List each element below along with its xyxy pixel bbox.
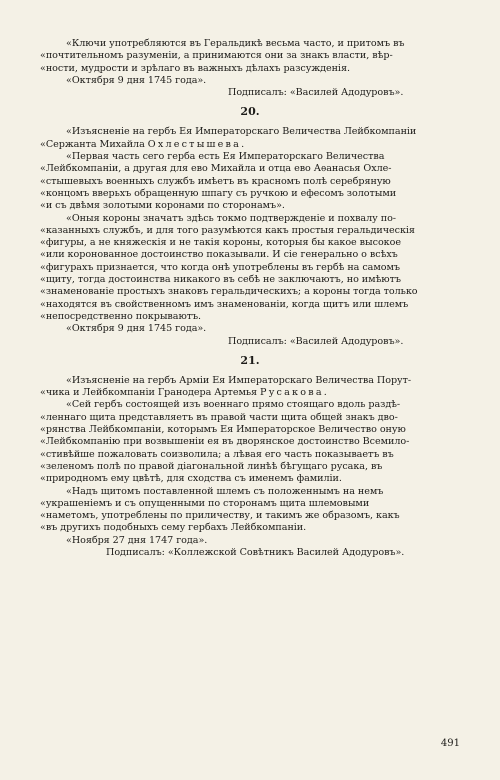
text-line: «Лейбкомпаніи, а другая для ево Михайла и отца ево Аѳанасья Охле- (40, 163, 392, 175)
text-line: «Сей гербъ состоящей изъ военнаго прямо стоящаго вдоль раздѣ- (66, 399, 401, 411)
text-line: «стышевыхъ военныхъ службъ имѣетъ въ красномъ полѣ серебряную (40, 175, 391, 187)
section-21 (40, 375, 460, 559)
surname: Охлестышева (147, 138, 242, 150)
text-line: «Оныя короны значатъ здѣсь токмо подтвержденіе и похвалу по- (66, 212, 396, 224)
text-line: «стивѣйше пожаловать соизволила; а лѣвая его часть показываетъ въ (40, 448, 394, 460)
section-title-line (40, 139, 460, 151)
text-line: «природномъ ему цвѣтѣ, для сходства съ именемъ фамиліи. (40, 473, 342, 485)
text-line: «щиту, тогда достоинства никакого въ себѣ не заключаютъ, но имѣютъ (40, 274, 401, 286)
section-20 (40, 126, 460, 347)
signature-line: Подписалъ: «Коллежской Совѣтникъ Василей Адодуровъ». (106, 546, 405, 558)
text-line: «наметомъ, употреблены по приличеству, и такимъ же образомъ, какъ (40, 510, 400, 522)
text-line: «фигуры, а не княжескія и не такія короны, которыя бы какое высокое (40, 237, 401, 249)
text-line: «концомъ вверьхъ обращенную шпагу съ ручкою и ефесомъ золотыми (40, 187, 397, 199)
text-line: «казанныхъ службъ, и для того разумѣются какъ простыя геральдическія (40, 224, 415, 236)
page-number: 491 (440, 738, 460, 749)
text-line: «или коронованное достоинство показывали. И сіе генерально о всѣхъ (40, 249, 398, 261)
text-line: «зеленомъ полѣ по правой діагональной линѣѣ бѣгущаго русака, въ (40, 460, 383, 472)
signature-line: Подписалъ: «Василей Адодуровъ». (228, 335, 404, 347)
text-line: «Лейбкомпанію при возвышеніи ея въ дворянское достоинство Всемило- (40, 436, 410, 448)
text-line: «и съ двѣмя золотыми коронами по сторонамъ». (40, 200, 285, 212)
date-line: «Октября 9 дня 1745 года». (66, 323, 207, 335)
section-title-line: «Изъясненіе на гербъ Арміи Ея Императорскаго Величества Порут- (66, 374, 412, 386)
text-line: «въ другихъ подобныхъ сему гербахъ Лейбкомпаніи. (40, 522, 307, 534)
section-title-line: «Изъясненіе на гербъ Ея Императорскаго Величества Лейбкомпаніи (66, 126, 417, 138)
title-suffix: . (241, 138, 245, 150)
title-prefix: «Сержанта Михайла (40, 138, 148, 150)
text-line: «фигурахъ признается, что когда онѣ употреблены въ гербѣ на самомъ (40, 261, 400, 273)
text-line: «рянства Лейбкомпаніи, которымъ Ея Императорское Величество оную (40, 424, 406, 436)
date-line: «Октября 9 дня 1745 года». (66, 74, 207, 86)
title-suffix: . (323, 387, 327, 399)
text-line: «леннаго щита представляетъ въ правой части щита общей знакъ дво- (40, 411, 398, 423)
text-line: «находятся въ свойственномъ имъ знаменованіи, когда щитъ или шлемъ (40, 298, 409, 310)
text-line: «Ключи употребляются въ Геральдикѣ весьма часто, и притомъ въ (66, 38, 405, 49)
text-line: «украшеніемъ и съ опущенными по сторонамъ щита шлемовыми (40, 497, 370, 509)
date-line: «Ноября 27 дня 1747 года». (66, 534, 208, 546)
text-line: «Первая часть сего герба есть Ея Императорскаго Величества (66, 151, 385, 163)
title-prefix: «чика и Лейбкомпаніи Гранодера Артемья (40, 387, 261, 399)
text-line: «почтительномъ разуменіи, а принимаются они за знакъ власти, вѣр- (40, 50, 393, 62)
section-number: 21. (240, 353, 260, 367)
section-19-tail (40, 38, 460, 99)
section-number: 20. (240, 105, 260, 119)
text-line: «ности, мудрости и зрѣлаго въ важныхъ дѣлахъ разсужденія. (40, 62, 350, 74)
section-title-line (40, 387, 460, 399)
text-line: «Надъ щитомъ поставленной шлемъ съ положеннымъ на немъ (66, 485, 384, 497)
signature-line: Подписалъ: «Василей Адодуровъ». (228, 87, 404, 99)
text-line: «непосредственно покрываютъ. (40, 310, 202, 322)
surname: Русакова (260, 387, 324, 399)
text-line: «знаменованіе простыхъ знаковъ геральдическихъ; а короны тогда только (40, 286, 418, 298)
